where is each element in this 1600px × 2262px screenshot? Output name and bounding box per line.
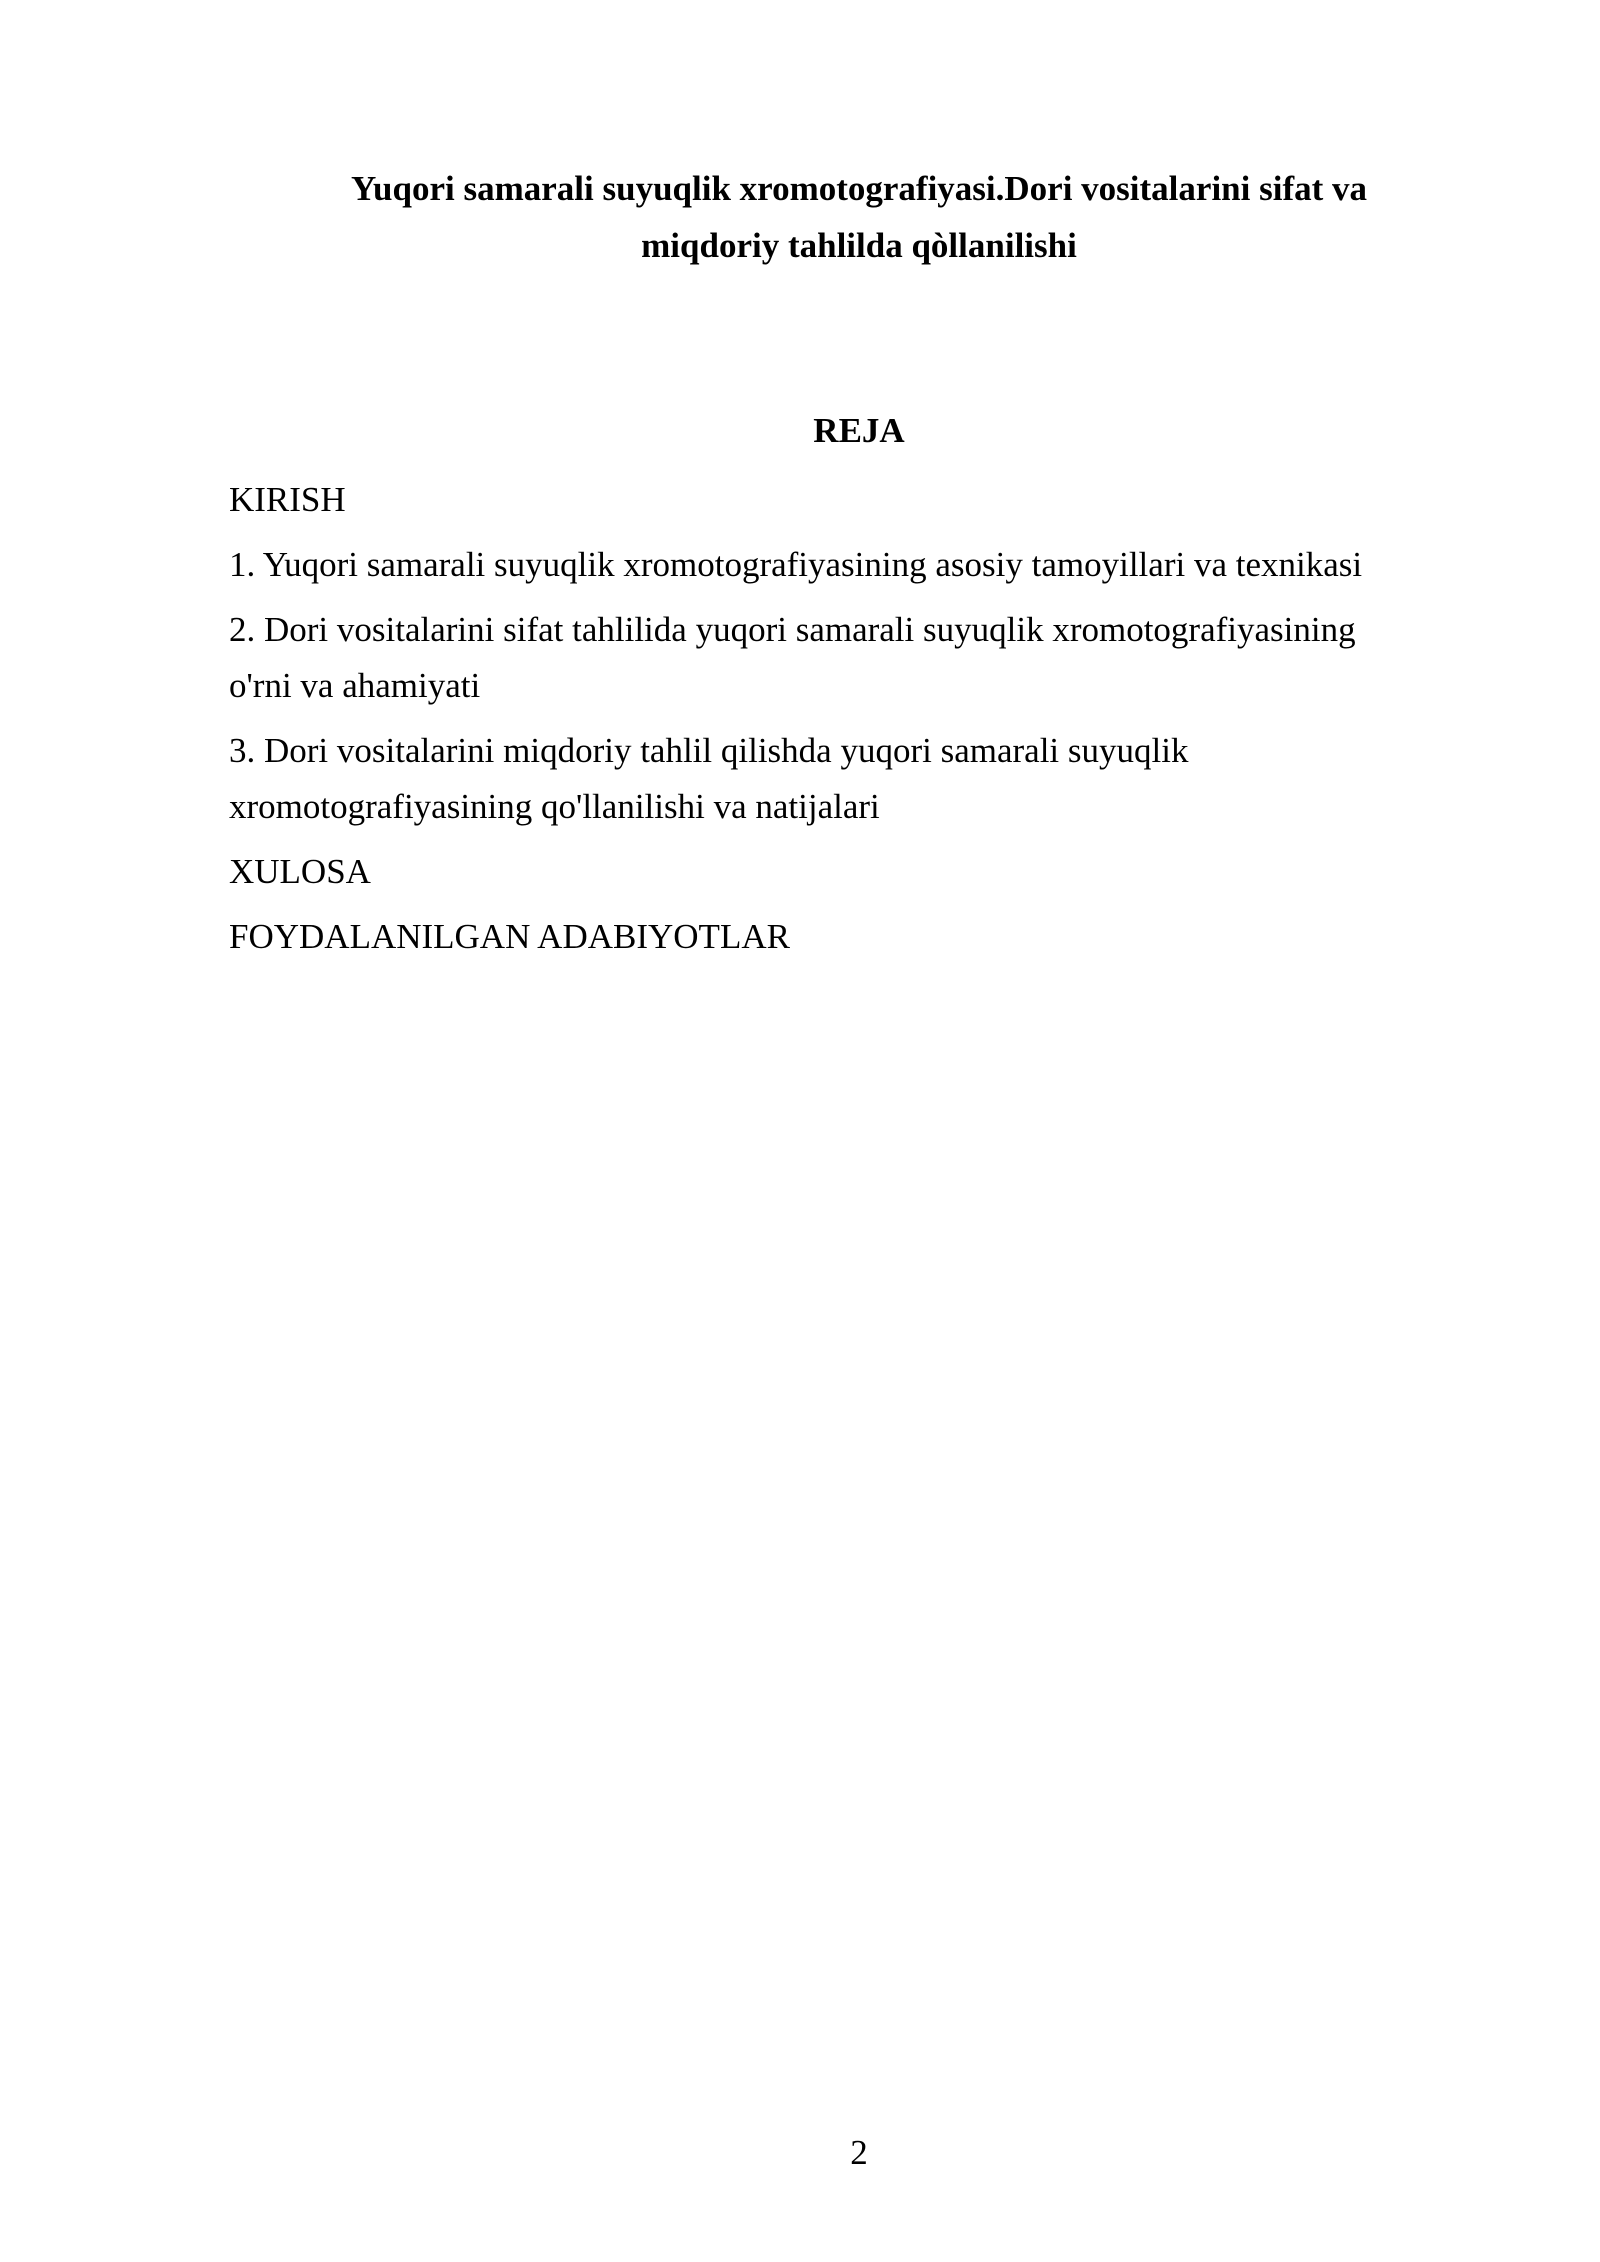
plan-item-xulosa — [229, 844, 1489, 900]
plan-item-adabiyotlar — [229, 909, 1489, 965]
plan-item-line: xromotografiyasining qo'llanilishi va natijalari — [229, 787, 880, 826]
plan-heading: REJA — [813, 411, 905, 450]
plan-item-3 — [229, 723, 1489, 835]
plan-item-line: KIRISH — [229, 480, 346, 519]
plan-item-line: 1. Yuqori samarali suyuqlik xromotografiyasining asosiy tamoyillari va texnikasi — [229, 545, 1363, 584]
plan-item-line: 2. Dori vositalarini sifat tahlilida yuqori samarali suyuqlik xromotografiyasining — [229, 610, 1356, 649]
plan-item-line: 3. Dori vositalarini miqdoriy tahlil qilishda yuqori samarali suyuqlik — [229, 731, 1189, 770]
plan-item-2 — [229, 602, 1489, 714]
document-title — [229, 160, 1489, 274]
plan-item-kirish — [229, 472, 1489, 528]
document-title-line-2: miqdoriy tahlilda qòllanilishi — [641, 226, 1077, 265]
plan-list — [229, 472, 1489, 974]
plan-item-line: XULOSA — [229, 852, 371, 891]
document-title-line-1: Yuqori samarali suyuqlik xromotografiyasi.Dori vositalarini sifat va — [350, 169, 1368, 208]
plan-item-1 — [229, 537, 1489, 593]
plan-item-line: FOYDALANILGAN ADABIYOTLAR — [229, 917, 790, 956]
page-number: 2 — [850, 2133, 868, 2172]
plan-item-line: o'rni va ahamiyati — [229, 666, 481, 705]
